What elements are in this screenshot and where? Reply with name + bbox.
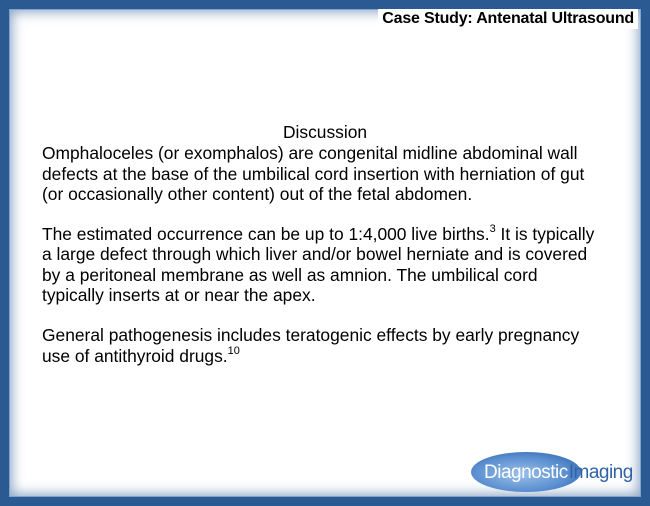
slide-title: Case Study: Antenatal Ultrasound [378,9,638,29]
paragraph-text: It is typically a large defect through which liver and/or bowel herniate and is covered by a peritoneal membrane as well as amnion. The umbilical cord typically inserts at or near the apex. [42,224,595,306]
paragraph-occurrence [42,224,602,305]
citation-ref: 3 [489,223,496,236]
slide-content [42,122,602,386]
section-heading: Discussion [282,122,368,142]
paragraph-definition [42,143,602,204]
logo-word-imaging: Imaging [568,462,633,483]
paragraph-text: The estimated occurrence can be up to 1:4,000 live births. [42,224,490,245]
logo-word-diagnostic: Diagnostic [484,462,568,483]
citation-ref: 10 [227,344,240,357]
diagnostic-imaging-logo [470,448,638,496]
paragraph-text: Omphaloceles (or exomphalos) are congenital midline abdominal wall defects at the base of the umbilical cord insertion with herniation of gut (or occasionally other content) out of the fetal abdomen. [42,143,585,204]
paragraph-pathogenesis [42,325,602,366]
svg-text:DiagnosticImaging [484,462,633,483]
paragraph-text: General pathogenesis includes teratogenic effects by early pregnancy use of antithyroid drugs. [42,325,580,366]
